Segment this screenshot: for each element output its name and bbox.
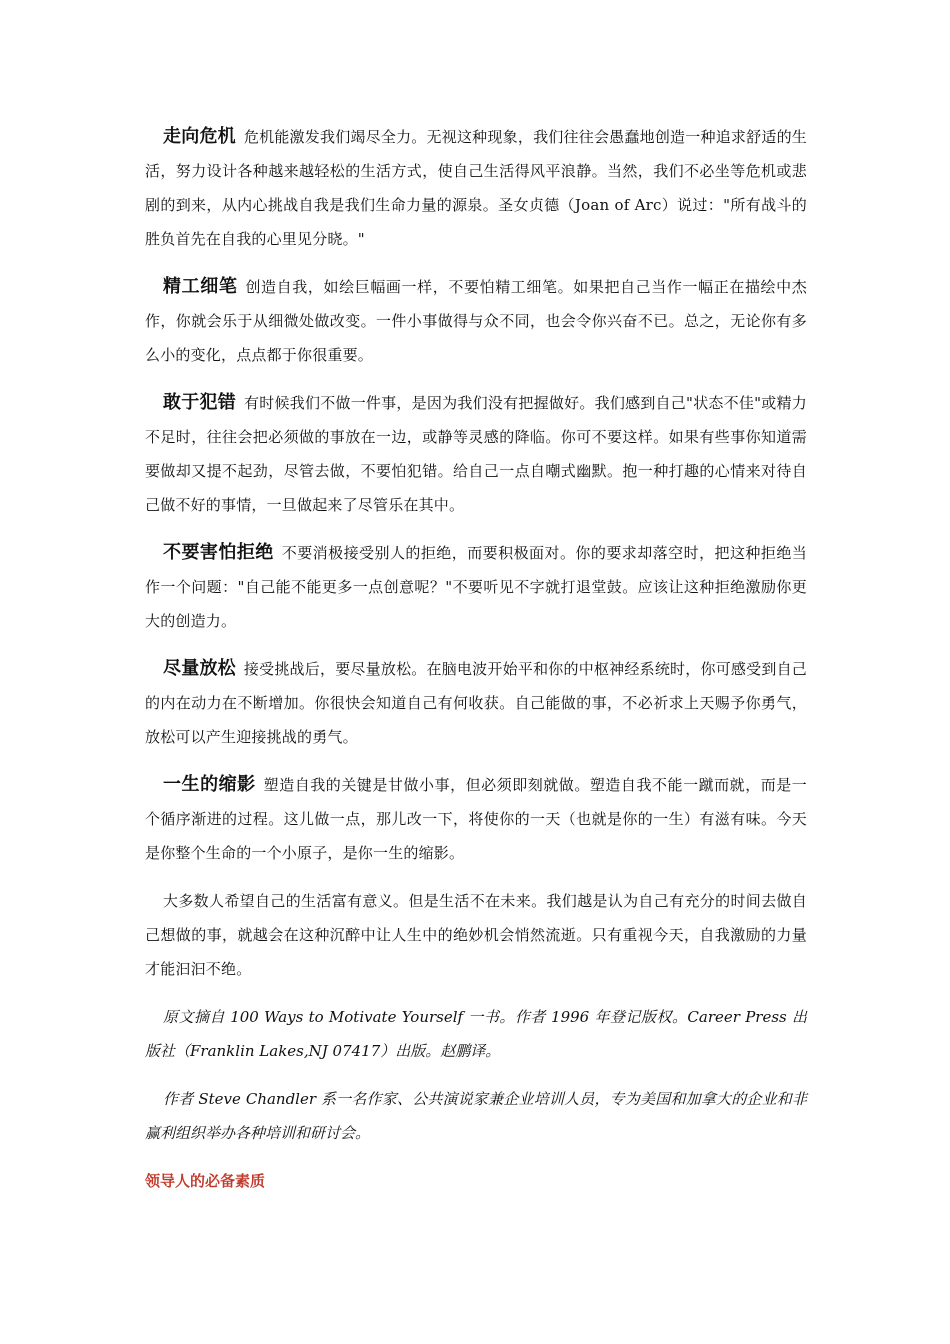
next-article-title[interactable]: 领导人的必备素质 bbox=[145, 1172, 266, 1190]
section-text: 有时候我们不做一件事，是因为我们没有把握做好。我们感到自己"状态不佳"或精力不足时，往往会把必须做的事放在一边，或静等灵感的降临。你可不要这样。如果有些事你知道需要做却又提不起劲，尽管去做，不要怕犯错。给自己一点自嘲式幽默。抱一种打趣的心情来对待自己做不好的事情，一旦做起来了尽管乐在其中。 bbox=[145, 394, 807, 514]
section-text: 危机能激发我们竭尽全力。无视这种现象，我们往往会愚蠢地创造一种追求舒适的生活，努力设计各种越来越轻松的生活方式，使自己生活得风平浪静。当然，我们不必坐等危机或悲剧的到来，从内心挑战自我是我们生命力量的源泉。圣女贞德（Joan of Arc）说过："所有战斗的胜负首先在自我的心里见分晓。" bbox=[145, 128, 807, 248]
closing-paragraph: 大多数人希望自己的生活富有意义。但是生活不在未来。我们越是认为自己有充分的时间去做自己想做的事，就越会在这种沉醉中让人生中的绝妙机会悄然流逝。只有重视今天，自我激励的力量才能汩汩不绝。 bbox=[145, 892, 807, 978]
section-dare-mistakes bbox=[145, 386, 807, 522]
section-text: 不要消极接受别人的拒绝，而要积极面对。你的要求却落空时，把这种拒绝当作一个问题："自己能不能更多一点创意呢？"不要听见不字就打退堂鼓。应该让这种拒绝激励你更大的创造力。 bbox=[145, 544, 808, 630]
section-life-epitome bbox=[145, 768, 807, 870]
section-heading: 走向危机 bbox=[163, 126, 236, 147]
article-body bbox=[145, 120, 807, 1198]
section-rejection bbox=[145, 536, 807, 638]
section-text: 接受挑战后，要尽量放松。在脑电波开始平和你的中枢神经系统时，你可感受到自己的内在动力在不断增加。你很快会知道自己有何收获。自己能做的事，不必祈求上天赐予你勇气，放松可以产生迎接挑战的勇气。 bbox=[145, 660, 807, 746]
author-note: 作者 Steve Chandler 系一名作家、公共演说家兼企业培训人员，专为美国和加拿大的企业和非赢利组织举办各种培训和研讨会。 bbox=[145, 1090, 807, 1142]
source-note: 原文摘自 100 Ways to Motivate Yourself 一书。作者 1996 年登记版权。Career Press 出版社（Franklin Lakes,NJ 07417）出版。赵鹏译。 bbox=[145, 1008, 807, 1060]
section-heading: 精工细笔 bbox=[163, 276, 238, 297]
section-heading: 不要害怕拒绝 bbox=[163, 542, 274, 563]
section-heading: 一生的缩影 bbox=[163, 774, 256, 795]
section-fine-brush bbox=[145, 270, 807, 372]
section-relax bbox=[145, 652, 807, 754]
section-heading: 敢于犯错 bbox=[163, 392, 236, 413]
section-text: 塑造自我的关键是甘做小事，但必须即刻就做。塑造自我不能一蹴而就，而是一个循序渐进的过程。这儿做一点，那儿改一下，将使你的一天（也就是你的一生）有滋有味。今天是你整个生命的一个小原子，是你一生的缩影。 bbox=[145, 776, 807, 862]
section-text: 创造自我，如绘巨幅画一样，不要怕精工细笔。如果把自己当作一幅正在描绘中杰作，你就会乐于从细微处做改变。一件小事做得与众不同，也会令你兴奋不已。总之，无论你有多么小的变化，点点都于你很重要。 bbox=[145, 278, 807, 364]
section-crisis bbox=[145, 120, 807, 256]
section-heading: 尽量放松 bbox=[163, 658, 236, 679]
